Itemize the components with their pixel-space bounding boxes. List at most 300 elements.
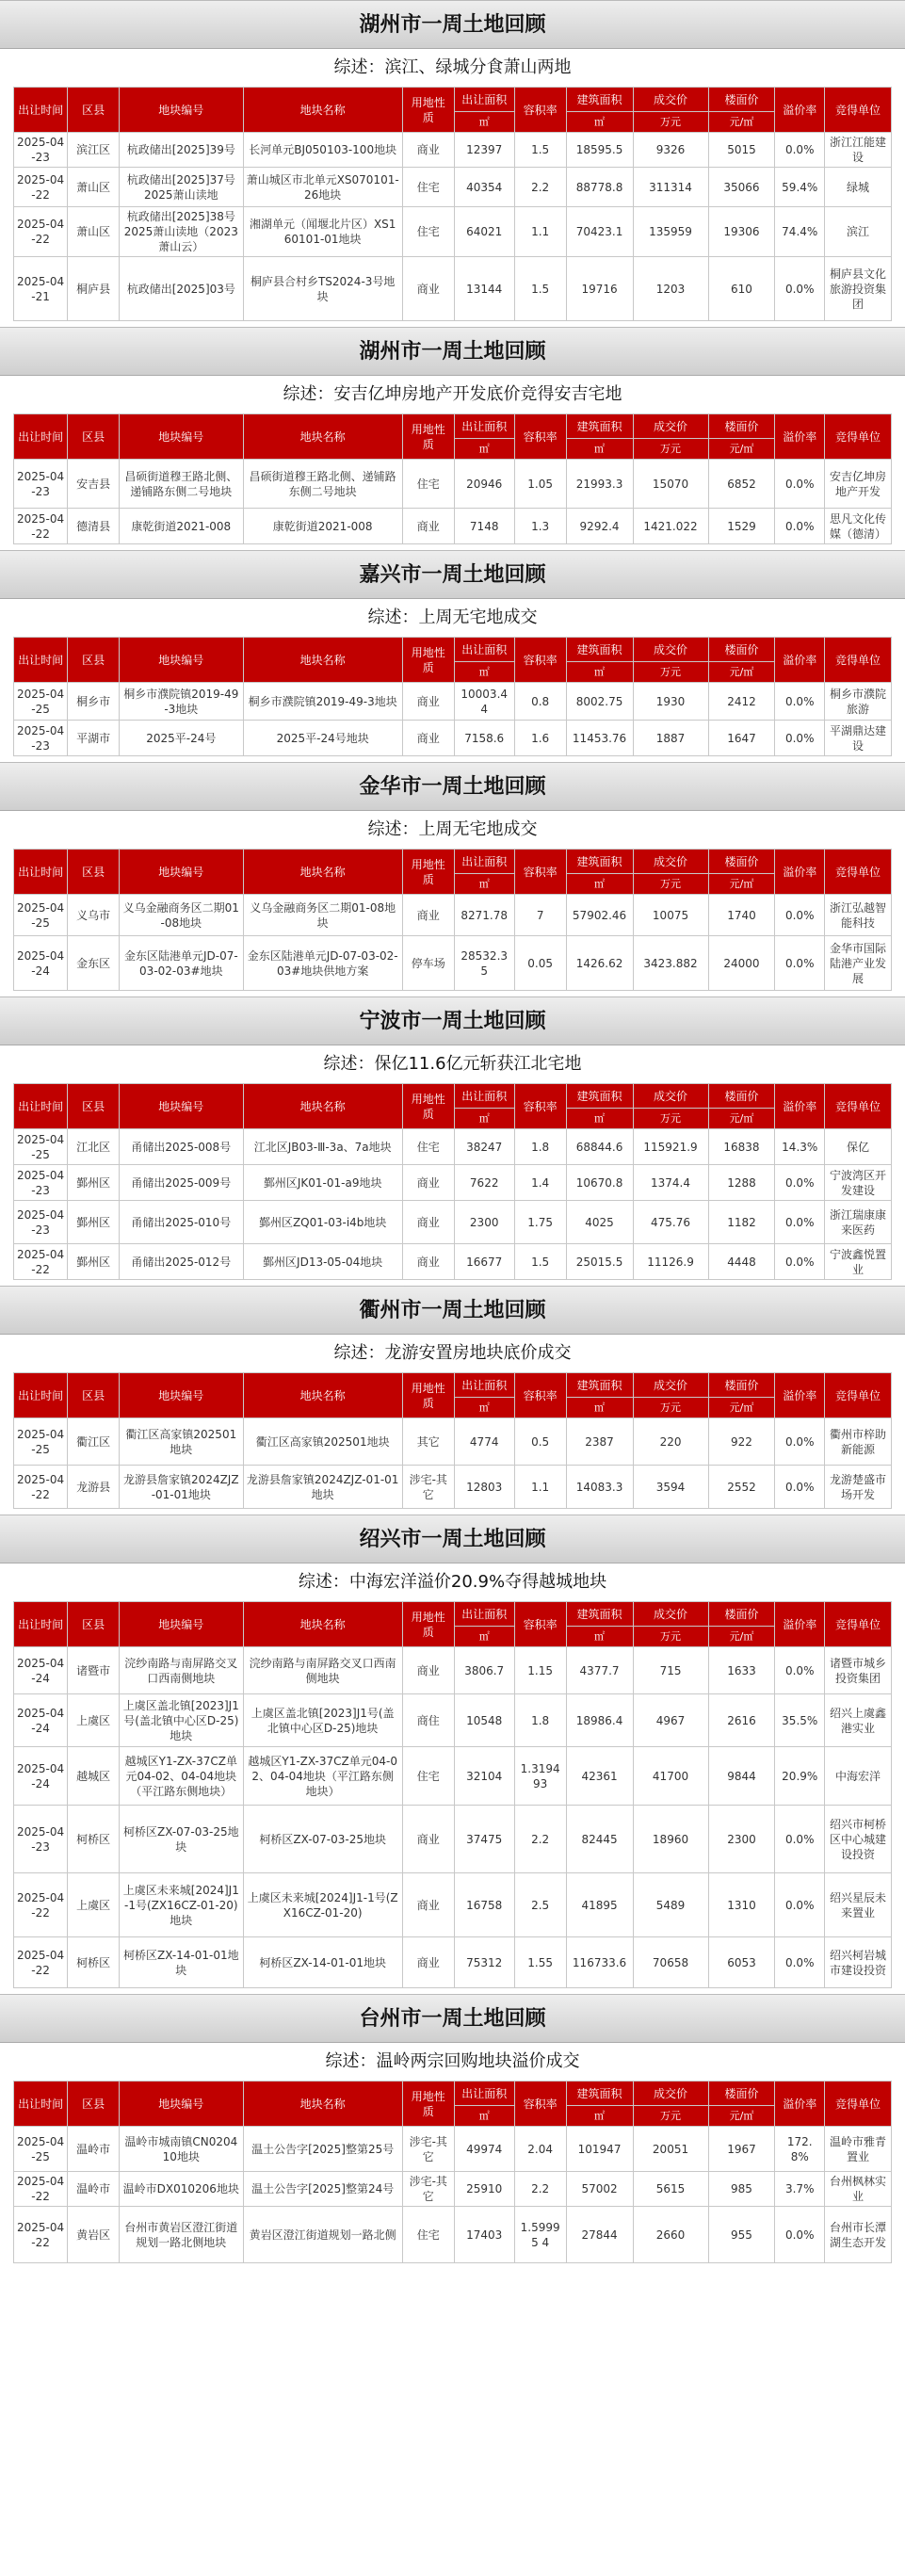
col-area: 28532.35 — [454, 936, 514, 991]
col-use: 其它 — [402, 1418, 454, 1466]
col-parcel-name: 义乌金融商务区二期01-08地块 — [243, 895, 402, 936]
col-price: 9326 — [633, 133, 708, 168]
col-price: 20051 — [633, 2127, 708, 2172]
col-date: 2025-04-22 — [14, 207, 68, 257]
header-col-price: 成交价 — [633, 1602, 708, 1627]
col-price: 1374.4 — [633, 1165, 708, 1201]
col-premium: 74.4% — [775, 207, 825, 257]
header-col-floor-price: 楼面价 — [708, 638, 775, 662]
header-col-premium: 溢价率 — [775, 2082, 825, 2127]
col-area: 49974 — [454, 2127, 514, 2172]
col-parcel-name: 温土公告字[2025]整第25号 — [243, 2127, 402, 2172]
header-col-use: 用地性质 — [402, 638, 454, 683]
col-floor-area: 116733.6 — [566, 1937, 633, 1988]
col-premium: 0.0% — [775, 1244, 825, 1280]
col-floor-price: 955 — [708, 2207, 775, 2263]
col-parcel-name: 柯桥区ZX-07-03-25地块 — [243, 1806, 402, 1873]
col-premium: 0.0% — [775, 1201, 825, 1244]
col-far: 1.319493 — [514, 1747, 566, 1806]
header-col-far: 容积率 — [514, 1373, 566, 1418]
col-date: 2025-04-25 — [14, 1418, 68, 1466]
header-col-use: 用地性质 — [402, 850, 454, 895]
header-col-area: 出让面积 — [454, 88, 514, 112]
col-winner: 宁波湾区开发建设 — [825, 1165, 892, 1201]
header-unit: 万元 — [633, 1398, 708, 1418]
col-parcel-name: 江北区JB03-Ⅲ-3a、7a地块 — [243, 1129, 402, 1165]
col-floor-price: 19306 — [708, 207, 775, 257]
col-use: 商业 — [402, 509, 454, 544]
col-winner: 衢州市梓助新能源 — [825, 1418, 892, 1466]
table-row — [14, 1129, 892, 1165]
header-col-area: 出让面积 — [454, 1084, 514, 1109]
col-use: 商业 — [402, 1165, 454, 1201]
col-district: 义乌市 — [68, 895, 120, 936]
header-col-far: 容积率 — [514, 88, 566, 133]
section-summary: 综述：保亿11.6亿元斩获江北宅地 — [323, 1054, 582, 1074]
header-unit: 元/㎡ — [708, 439, 775, 460]
col-district: 萧山区 — [68, 207, 120, 257]
col-district: 上虞区 — [68, 1873, 120, 1937]
col-date: 2025-04-25 — [14, 1129, 68, 1165]
header-col-floor-area: 建筑面积 — [566, 1373, 633, 1398]
header-unit: ㎡ — [566, 439, 633, 460]
col-premium: 0.0% — [775, 509, 825, 544]
section-summary: 综述：温岭两宗回购地块溢价成交 — [325, 2051, 580, 2071]
col-far: 0.05 — [514, 936, 566, 991]
table-row — [14, 2172, 892, 2207]
header-col-winner: 竞得单位 — [825, 1373, 892, 1418]
col-district: 德清县 — [68, 509, 120, 544]
col-use: 商业 — [402, 1937, 454, 1988]
col-district: 龙游县 — [68, 1466, 120, 1509]
col-use: 商业 — [402, 133, 454, 168]
col-winner: 浙江弘越智能科技 — [825, 895, 892, 936]
col-premium: 0.0% — [775, 257, 825, 321]
col-floor-area: 2387 — [566, 1418, 633, 1466]
col-use: 商业 — [402, 1647, 454, 1694]
col-floor-area: 88778.8 — [566, 168, 633, 207]
table-row — [14, 895, 892, 936]
col-district: 诸暨市 — [68, 1647, 120, 1694]
table-row — [14, 1806, 892, 1873]
section-summary: 综述：中海宏洋溢价20.9%夺得越城地块 — [298, 1572, 607, 1592]
header-col-floor-price: 楼面价 — [708, 414, 775, 439]
col-date: 2025-04-24 — [14, 1694, 68, 1747]
col-far: 1.1 — [514, 1466, 566, 1509]
col-district: 柯桥区 — [68, 1937, 120, 1988]
header-col-area: 出让面积 — [454, 414, 514, 439]
header-col-floor-area: 建筑面积 — [566, 638, 633, 662]
header-unit: 万元 — [633, 874, 708, 895]
header-col-area: 出让面积 — [454, 2082, 514, 2106]
col-district: 鄞州区 — [68, 1244, 120, 1280]
col-floor-area: 9292.4 — [566, 509, 633, 544]
col-winner: 桐庐县文化旅游投资集团 — [825, 257, 892, 321]
header-col-premium: 溢价率 — [775, 88, 825, 133]
col-parcel-no: 康乾街道2021-008 — [120, 509, 244, 544]
col-district: 柯桥区 — [68, 1806, 120, 1873]
col-use: 商业 — [402, 721, 454, 756]
section-title: 衢州市一周土地回顾 — [0, 1286, 905, 1335]
col-parcel-name: 桐乡市濮院镇2019-49-3地块 — [243, 683, 402, 721]
col-parcel-name: 柯桥区ZX-14-01-01地块 — [243, 1937, 402, 1988]
col-floor-area: 1426.62 — [566, 936, 633, 991]
col-price: 475.76 — [633, 1201, 708, 1244]
header-col-parcel-name: 地块名称 — [243, 1373, 402, 1418]
col-floor-area: 70423.1 — [566, 207, 633, 257]
col-parcel-name: 黄岩区澄江街道规划一路北侧 — [243, 2207, 402, 2263]
header-col-winner: 竞得单位 — [825, 2082, 892, 2127]
col-price: 3594 — [633, 1466, 708, 1509]
header-col-floor-area: 建筑面积 — [566, 88, 633, 112]
col-price: 115921.9 — [633, 1129, 708, 1165]
col-area: 7148 — [454, 509, 514, 544]
header-unit: ㎡ — [566, 112, 633, 133]
header-col-parcel-name: 地块名称 — [243, 850, 402, 895]
col-parcel-no: 温岭市城南镇CN020410地块 — [120, 2127, 244, 2172]
col-price: 220 — [633, 1418, 708, 1466]
col-price: 10075 — [633, 895, 708, 936]
header-col-floor-price: 楼面价 — [708, 1084, 775, 1109]
header-unit: 元/㎡ — [708, 2106, 775, 2127]
header-col-floor-price: 楼面价 — [708, 2082, 775, 2106]
section-summary: 综述：上周无宅地成交 — [367, 608, 538, 627]
col-price: 1421.022 — [633, 509, 708, 544]
header-unit: ㎡ — [566, 1398, 633, 1418]
col-date: 2025-04-22 — [14, 168, 68, 207]
col-winner: 金华市国际陆港产业发展 — [825, 936, 892, 991]
col-winner: 台州枫林实业 — [825, 2172, 892, 2207]
col-parcel-name: 浣纱南路与南屏路交叉口西南侧地块 — [243, 1647, 402, 1694]
table-row — [14, 257, 892, 321]
table-row — [14, 1937, 892, 1988]
col-parcel-name: 康乾街道2021-008 — [243, 509, 402, 544]
col-floor-area: 25015.5 — [566, 1244, 633, 1280]
section-title: 宁波市一周土地回顾 — [0, 996, 905, 1045]
header-unit: 元/㎡ — [708, 662, 775, 683]
col-use: 商业 — [402, 683, 454, 721]
col-parcel-no: 杭政储出[2025]38号 2025萧山读地（2023萧山云） — [120, 207, 244, 257]
table-row — [14, 1694, 892, 1747]
col-date: 2025-04-25 — [14, 895, 68, 936]
col-use: 商住 — [402, 1694, 454, 1747]
col-parcel-no: 甬储出2025-009号 — [120, 1165, 244, 1201]
city-section — [0, 1515, 905, 1994]
land-deal-table — [13, 1083, 892, 1280]
header-col-far: 容积率 — [514, 638, 566, 683]
col-floor-price: 2300 — [708, 1806, 775, 1873]
header-unit: 万元 — [633, 112, 708, 133]
header-col-floor-price: 楼面价 — [708, 850, 775, 874]
section-title: 金华市一周土地回顾 — [0, 762, 905, 811]
city-section — [0, 327, 905, 550]
header-unit: ㎡ — [566, 1627, 633, 1647]
col-parcel-no: 杭政储出[2025]39号 — [120, 133, 244, 168]
header-col-floor-price: 楼面价 — [708, 1373, 775, 1398]
col-floor-area: 4377.7 — [566, 1647, 633, 1694]
col-date: 2025-04-23 — [14, 1165, 68, 1201]
col-floor-price: 1633 — [708, 1647, 775, 1694]
col-floor-price: 6852 — [708, 460, 775, 509]
col-use: 商业 — [402, 1806, 454, 1873]
col-winner: 中海宏洋 — [825, 1747, 892, 1806]
col-parcel-name: 越城区Y1-ZX-37CZ单元04-02、04-04地块（平江路东侧地块） — [243, 1747, 402, 1806]
header-unit: 万元 — [633, 1627, 708, 1647]
col-date: 2025-04-22 — [14, 1466, 68, 1509]
col-parcel-no: 甬储出2025-010号 — [120, 1201, 244, 1244]
col-area: 13144 — [454, 257, 514, 321]
col-parcel-name: 上虞区未来城[2024]J1-1号(ZX16CZ-01-20) — [243, 1873, 402, 1937]
col-far: 2.2 — [514, 2172, 566, 2207]
header-unit: ㎡ — [566, 2106, 633, 2127]
col-far: 1.59995 4 — [514, 2207, 566, 2263]
col-floor-price: 1967 — [708, 2127, 775, 2172]
table-row — [14, 1873, 892, 1937]
header-col-price: 成交价 — [633, 638, 708, 662]
col-winner: 温岭市雅青置业 — [825, 2127, 892, 2172]
col-floor-price: 922 — [708, 1418, 775, 1466]
col-premium: 0.0% — [775, 2207, 825, 2263]
header-col-premium: 溢价率 — [775, 1602, 825, 1647]
section-title: 嘉兴市一周土地回顾 — [0, 550, 905, 599]
header-col-use: 用地性质 — [402, 2082, 454, 2127]
col-area: 3806.7 — [454, 1647, 514, 1694]
table-row — [14, 1747, 892, 1806]
table-row — [14, 1647, 892, 1694]
header-col-parcel-name: 地块名称 — [243, 2082, 402, 2127]
col-area: 4774 — [454, 1418, 514, 1466]
col-use: 住宅 — [402, 1747, 454, 1806]
col-parcel-name: 龙游县詹家镇2024ZJZ-01-01地块 — [243, 1466, 402, 1509]
col-date: 2025-04-23 — [14, 133, 68, 168]
table-row — [14, 168, 892, 207]
header-col-district: 区县 — [68, 1373, 120, 1418]
header-col-winner: 竞得单位 — [825, 850, 892, 895]
col-parcel-no: 上虞区盖北镇[2023]J1号(盖北镇中心区D-25)地块 — [120, 1694, 244, 1747]
col-use: 停车场 — [402, 936, 454, 991]
header-unit: 元/㎡ — [708, 874, 775, 895]
col-parcel-name: 鄞州区JK01-01-a9地块 — [243, 1165, 402, 1201]
col-floor-area: 27844 — [566, 2207, 633, 2263]
col-floor-area: 4025 — [566, 1201, 633, 1244]
table-row — [14, 509, 892, 544]
col-floor-price: 1529 — [708, 509, 775, 544]
col-parcel-name: 鄞州区ZQ01-03-i4b地块 — [243, 1201, 402, 1244]
header-col-parcel-no: 地块编号 — [120, 1373, 244, 1418]
col-parcel-no: 义乌金融商务区二期01-08地块 — [120, 895, 244, 936]
col-floor-area: 57902.46 — [566, 895, 633, 936]
table-row — [14, 1165, 892, 1201]
header-col-district: 区县 — [68, 2082, 120, 2127]
header-col-parcel-no: 地块编号 — [120, 2082, 244, 2127]
header-col-date: 出让时间 — [14, 1084, 68, 1129]
col-floor-area: 21993.3 — [566, 460, 633, 509]
header-col-parcel-no: 地块编号 — [120, 88, 244, 133]
col-premium: 0.0% — [775, 133, 825, 168]
col-far: 1.75 — [514, 1201, 566, 1244]
header-col-date: 出让时间 — [14, 2082, 68, 2127]
col-area: 8271.78 — [454, 895, 514, 936]
col-date: 2025-04-22 — [14, 1244, 68, 1280]
col-parcel-name: 萧山城区市北单元XS070101-26地块 — [243, 168, 402, 207]
header-col-floor-area: 建筑面积 — [566, 2082, 633, 2106]
land-deal-table — [13, 1601, 892, 1988]
col-premium: 0.0% — [775, 1466, 825, 1509]
city-section — [0, 550, 905, 762]
col-area: 17403 — [454, 2207, 514, 2263]
col-floor-price: 2616 — [708, 1694, 775, 1747]
header-col-far: 容积率 — [514, 414, 566, 460]
col-parcel-name: 2025平-24号地块 — [243, 721, 402, 756]
header-col-winner: 竞得单位 — [825, 638, 892, 683]
col-floor-price: 1647 — [708, 721, 775, 756]
col-use: 商业 — [402, 1244, 454, 1280]
section-title: 台州市一周土地回顾 — [0, 1994, 905, 2043]
col-district: 温岭市 — [68, 2127, 120, 2172]
land-deal-table — [13, 87, 892, 321]
col-price: 70658 — [633, 1937, 708, 1988]
col-winner: 绍兴柯岩城市建设投资 — [825, 1937, 892, 1988]
col-area: 20946 — [454, 460, 514, 509]
col-far: 1.8 — [514, 1694, 566, 1747]
col-floor-price: 1310 — [708, 1873, 775, 1937]
city-section — [0, 0, 905, 327]
col-floor-area: 18595.5 — [566, 133, 633, 168]
col-price: 11126.9 — [633, 1244, 708, 1280]
table-row — [14, 2207, 892, 2263]
col-far: 1.3 — [514, 509, 566, 544]
header-unit: ㎡ — [454, 1398, 514, 1418]
col-premium: 0.0% — [775, 683, 825, 721]
header-col-far: 容积率 — [514, 850, 566, 895]
col-area: 12803 — [454, 1466, 514, 1509]
col-parcel-no: 浣纱南路与南屏路交叉口西南侧地块 — [120, 1647, 244, 1694]
col-use: 涉宅-其它 — [402, 1466, 454, 1509]
col-price: 135959 — [633, 207, 708, 257]
land-deal-table — [13, 2081, 892, 2263]
header-unit: ㎡ — [454, 662, 514, 683]
col-floor-area: 82445 — [566, 1806, 633, 1873]
col-winner: 浙江江能建设 — [825, 133, 892, 168]
col-floor-price: 9844 — [708, 1747, 775, 1806]
col-price: 18960 — [633, 1806, 708, 1873]
col-premium: 3.7% — [775, 2172, 825, 2207]
header-col-price: 成交价 — [633, 850, 708, 874]
header-unit: ㎡ — [454, 2106, 514, 2127]
col-parcel-no: 龙游县詹家镇2024ZJZ-01-01地块 — [120, 1466, 244, 1509]
col-far: 1.55 — [514, 1937, 566, 1988]
col-parcel-no: 越城区Y1-ZX-37CZ单元04-02、04-04地块（平江路东侧地块） — [120, 1747, 244, 1806]
col-date: 2025-04-25 — [14, 2127, 68, 2172]
header-col-district: 区县 — [68, 1602, 120, 1647]
header-unit: ㎡ — [566, 662, 633, 683]
header-unit: 元/㎡ — [708, 1398, 775, 1418]
col-premium: 59.4% — [775, 168, 825, 207]
col-winner: 安吉亿坤房地产开发 — [825, 460, 892, 509]
col-area: 38247 — [454, 1129, 514, 1165]
header-col-parcel-no: 地块编号 — [120, 850, 244, 895]
col-district: 鄞州区 — [68, 1165, 120, 1201]
col-parcel-name: 桐庐县合村乡TS2024-3号地块 — [243, 257, 402, 321]
section-title: 绍兴市一周土地回顾 — [0, 1515, 905, 1563]
col-far: 0.5 — [514, 1418, 566, 1466]
col-district: 滨江区 — [68, 133, 120, 168]
col-winner: 绍兴上虞鑫港实业 — [825, 1694, 892, 1747]
table-row — [14, 683, 892, 721]
header-col-far: 容积率 — [514, 1084, 566, 1129]
col-floor-price: 985 — [708, 2172, 775, 2207]
city-section — [0, 762, 905, 996]
header-col-floor-area: 建筑面积 — [566, 414, 633, 439]
header-unit: 万元 — [633, 1109, 708, 1129]
col-area: 64021 — [454, 207, 514, 257]
header-col-premium: 溢价率 — [775, 850, 825, 895]
header-col-price: 成交价 — [633, 1373, 708, 1398]
col-parcel-no: 柯桥区ZX-14-01-01地块 — [120, 1937, 244, 1988]
col-floor-area: 18986.4 — [566, 1694, 633, 1747]
header-col-use: 用地性质 — [402, 1373, 454, 1418]
col-district: 金东区 — [68, 936, 120, 991]
col-parcel-no: 柯桥区ZX-07-03-25地块 — [120, 1806, 244, 1873]
header-col-area: 出让面积 — [454, 850, 514, 874]
city-section — [0, 1994, 905, 2269]
col-parcel-name: 金东区陆港单元JD-07-03-02-03#地块供地方案 — [243, 936, 402, 991]
col-parcel-no: 温岭市DX010206地块 — [120, 2172, 244, 2207]
col-date: 2025-04-22 — [14, 2207, 68, 2263]
header-unit: ㎡ — [454, 874, 514, 895]
col-far: 1.8 — [514, 1129, 566, 1165]
table-row — [14, 721, 892, 756]
col-district: 越城区 — [68, 1747, 120, 1806]
col-winner: 绍兴星辰未来置业 — [825, 1873, 892, 1937]
col-area: 12397 — [454, 133, 514, 168]
col-area: 37475 — [454, 1806, 514, 1873]
col-area: 40354 — [454, 168, 514, 207]
col-area: 10003.44 — [454, 683, 514, 721]
col-floor-price: 1182 — [708, 1201, 775, 1244]
col-price: 1887 — [633, 721, 708, 756]
section-summary: 综述：龙游安置房地块底价成交 — [333, 1343, 572, 1363]
col-parcel-name: 昌硕街道穆王路北侧、递铺路东侧二号地块 — [243, 460, 402, 509]
header-col-date: 出让时间 — [14, 414, 68, 460]
col-winner: 滨江 — [825, 207, 892, 257]
col-use: 涉宅-其它 — [402, 2172, 454, 2207]
col-far: 1.6 — [514, 721, 566, 756]
col-district: 平湖市 — [68, 721, 120, 756]
table-row — [14, 2127, 892, 2172]
col-floor-price: 1740 — [708, 895, 775, 936]
col-parcel-no: 甬储出2025-008号 — [120, 1129, 244, 1165]
header-col-use: 用地性质 — [402, 1602, 454, 1647]
section-title: 湖州市一周土地回顾 — [0, 327, 905, 376]
col-floor-price: 16838 — [708, 1129, 775, 1165]
header-col-date: 出让时间 — [14, 88, 68, 133]
col-parcel-name: 衢江区高家镇202501地块 — [243, 1418, 402, 1466]
col-far: 0.8 — [514, 683, 566, 721]
header-col-use: 用地性质 — [402, 88, 454, 133]
col-premium: 0.0% — [775, 721, 825, 756]
header-unit: ㎡ — [454, 1109, 514, 1129]
header-unit: 万元 — [633, 439, 708, 460]
land-deal-table — [13, 849, 892, 991]
header-unit: ㎡ — [566, 874, 633, 895]
col-date: 2025-04-23 — [14, 460, 68, 509]
col-price: 715 — [633, 1647, 708, 1694]
col-parcel-no: 金东区陆港单元JD-07-03-02-03#地块 — [120, 936, 244, 991]
header-col-district: 区县 — [68, 850, 120, 895]
col-winner: 诸暨市城乡投资集团 — [825, 1647, 892, 1694]
header-col-premium: 溢价率 — [775, 638, 825, 683]
